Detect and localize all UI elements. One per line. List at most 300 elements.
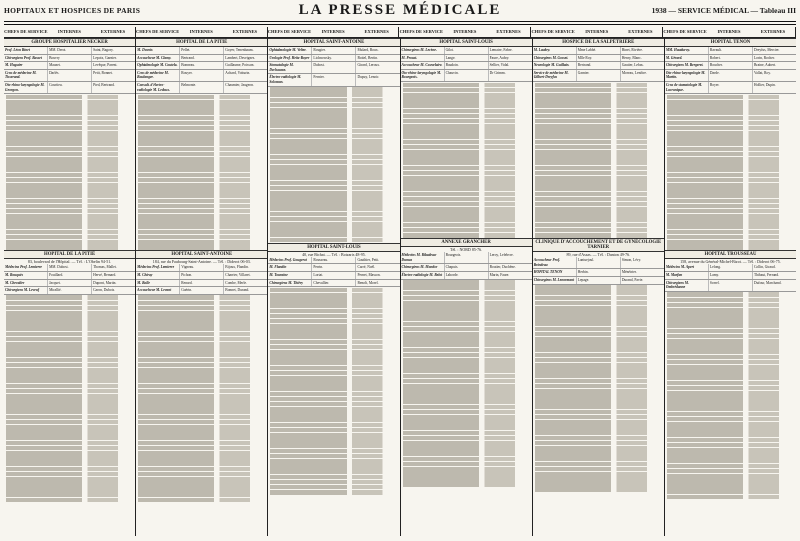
text-line xyxy=(667,100,794,105)
text-line xyxy=(535,171,662,176)
interne-cell: Belmonte. xyxy=(180,82,224,93)
column-header-label: EXTERNES xyxy=(364,29,389,34)
text-line xyxy=(138,456,265,461)
text-line xyxy=(667,329,794,334)
hospital-address: 40, rue Bichat. — Tél. : Botzaris 48-95. xyxy=(302,251,366,257)
service-row xyxy=(665,62,796,70)
text-line xyxy=(138,394,265,399)
text-line xyxy=(270,196,397,201)
chef-cell: M. Chevalier xyxy=(4,280,48,287)
text-line xyxy=(403,83,530,88)
text-line xyxy=(6,415,133,420)
text-line xyxy=(6,435,133,440)
text-line xyxy=(6,240,133,245)
text-line xyxy=(138,219,265,224)
interne-cell: Ravault. xyxy=(709,47,753,54)
interne-cell: Lelong. xyxy=(709,264,753,271)
text-line xyxy=(270,293,397,298)
text-line xyxy=(403,436,530,441)
text-line xyxy=(403,98,530,103)
chef-cell: M. Rouquès xyxy=(4,272,48,279)
text-line xyxy=(403,150,530,155)
text-line xyxy=(270,386,397,391)
text-line xyxy=(403,119,530,124)
chef-cell: Électro-radiologie M. Solomon. xyxy=(268,74,312,85)
text-line xyxy=(403,311,530,316)
service-row xyxy=(4,264,135,272)
text-line xyxy=(6,420,133,425)
text-line xyxy=(403,482,530,487)
chef-cell: Consult. d'électro-radiologie M. Ledoux. xyxy=(136,82,180,93)
text-line xyxy=(403,88,530,93)
service-row xyxy=(533,257,664,269)
hospital-name: HOPITAL SAINT-ANTOINE xyxy=(268,38,399,47)
text-line xyxy=(138,245,265,250)
text-line xyxy=(270,113,397,118)
text-line xyxy=(535,83,662,88)
chef-cell: M. Flandin xyxy=(268,264,312,271)
text-line xyxy=(535,430,662,435)
text-line xyxy=(403,114,530,119)
text-line xyxy=(138,441,265,446)
text-line xyxy=(403,129,530,134)
text-line xyxy=(667,131,794,136)
interne-cell: Bonneau. xyxy=(180,62,224,69)
text-line xyxy=(270,92,397,97)
externe-cell: Chaumier, Jaugeon. xyxy=(225,82,254,87)
column-header-label: CHEFS DE SERVICE xyxy=(4,29,48,34)
service-row xyxy=(4,287,135,295)
text-line xyxy=(270,139,397,144)
text-line xyxy=(138,105,265,110)
service-row xyxy=(533,70,664,82)
text-line xyxy=(667,453,794,458)
text-line xyxy=(6,193,133,198)
text-line xyxy=(403,207,530,212)
service-row xyxy=(533,47,664,55)
text-line xyxy=(138,425,265,430)
text-line xyxy=(667,292,794,297)
text-line xyxy=(138,240,265,245)
text-line xyxy=(667,193,794,198)
text-line xyxy=(138,472,265,477)
text-line xyxy=(270,402,397,407)
text-line xyxy=(403,353,530,358)
text-line xyxy=(667,110,794,115)
externe-cell: Braine, Aubert. xyxy=(753,63,777,68)
text-line xyxy=(138,224,265,229)
service-row xyxy=(533,55,664,63)
column-headers xyxy=(4,27,796,38)
text-line xyxy=(270,144,397,149)
text-line xyxy=(270,129,397,134)
text-line xyxy=(270,149,397,154)
text-line xyxy=(667,157,794,162)
text-line xyxy=(667,188,794,193)
text-line xyxy=(138,415,265,420)
text-line xyxy=(138,100,265,105)
text-line xyxy=(6,441,133,446)
service-row xyxy=(268,74,399,86)
text-line xyxy=(403,291,530,296)
text-line xyxy=(138,451,265,456)
text-line xyxy=(6,214,133,219)
text-line xyxy=(403,306,530,311)
text-line xyxy=(403,462,530,467)
text-line xyxy=(270,412,397,417)
text-line xyxy=(667,178,794,183)
interne-cell: Lange. xyxy=(445,55,489,62)
text-line xyxy=(270,175,397,180)
text-line xyxy=(535,321,662,326)
hospital-column xyxy=(401,38,533,536)
text-line xyxy=(535,98,662,103)
text-line xyxy=(6,183,133,188)
chef-cell: Oto-rhino-laryngologie M. Bourgeois. xyxy=(401,70,445,81)
chef-cell: Oto-rhino-laryngologie M. Georgon. xyxy=(4,82,48,93)
interne-cell: Pichon. xyxy=(180,272,224,279)
text-line xyxy=(535,109,662,114)
text-line xyxy=(6,306,133,311)
text-line xyxy=(667,147,794,152)
text-line xyxy=(535,399,662,404)
chef-cell: M. Chiray xyxy=(136,272,180,279)
text-line xyxy=(138,384,265,389)
interne-cell: Lichnowsky. xyxy=(312,55,356,62)
externe-cell: Charrier, Villaret. xyxy=(225,272,251,277)
externe-cell: Marin, Faure. xyxy=(489,272,510,277)
chef-cell: Oto-rhino-laryngologie M. Martin. xyxy=(665,70,709,81)
text-line xyxy=(667,484,794,489)
text-line xyxy=(6,110,133,115)
text-line xyxy=(403,374,530,379)
text-line xyxy=(535,212,662,217)
text-line xyxy=(667,349,794,354)
externe-cell: Durand, Pavie. xyxy=(621,277,644,282)
interne-cell: Perrin. xyxy=(312,264,356,271)
text-line xyxy=(667,474,794,479)
text-line xyxy=(403,358,530,363)
text-line xyxy=(535,217,662,222)
text-line xyxy=(535,394,662,399)
column-header-label: CHEFS DE SERVICE xyxy=(399,29,443,34)
text-line xyxy=(270,360,397,365)
text-line xyxy=(6,446,133,451)
text-line xyxy=(270,485,397,490)
text-line xyxy=(6,492,133,497)
hospital-name: HOPITAL TENON xyxy=(665,38,796,47)
interne-cell: Sorrel. xyxy=(709,280,753,291)
text-line xyxy=(138,389,265,394)
service-row xyxy=(401,62,532,70)
text-line xyxy=(667,303,794,308)
column-header-label: INTERNES xyxy=(453,29,477,34)
text-line xyxy=(270,309,397,314)
text-line xyxy=(403,109,530,114)
hospital-address: 83, boulevard de l'Hôpital. — Tél. : L'Obelin 94-51. xyxy=(27,259,112,265)
service-row xyxy=(4,62,135,70)
hospital-column xyxy=(268,38,400,536)
text-line xyxy=(535,477,662,482)
column-header-group xyxy=(268,27,400,37)
interne-cell: Dubost. xyxy=(312,62,356,73)
text-line xyxy=(138,332,265,337)
text-line xyxy=(6,162,133,167)
text-line xyxy=(667,141,794,146)
text-line xyxy=(535,134,662,139)
chef-cell: Ccns de médecine M. Boulanger. xyxy=(136,70,180,81)
interne-cell: Chauvin. xyxy=(445,70,489,81)
text-line xyxy=(138,121,265,126)
externe-cell: Gautier, Lebas. xyxy=(621,63,644,68)
service-row xyxy=(533,277,664,285)
externe-cell: Achard, Voiturin. xyxy=(225,70,251,75)
text-line xyxy=(535,410,662,415)
text-line xyxy=(138,141,265,146)
text-line xyxy=(667,173,794,178)
text-line xyxy=(270,366,397,371)
text-line xyxy=(403,467,530,472)
text-line xyxy=(270,490,397,495)
service-row xyxy=(665,55,796,63)
chef-cell: Médecins Prof. Lemierre xyxy=(4,264,48,271)
text-line xyxy=(6,121,133,126)
chef-cell: Chirurgiens M. Gosset. xyxy=(533,55,577,62)
text-line xyxy=(403,451,530,456)
text-line xyxy=(535,228,662,233)
text-line xyxy=(270,469,397,474)
service-row xyxy=(4,55,135,63)
externe-cell: Levêque, Parent. xyxy=(93,63,118,68)
text-line xyxy=(535,176,662,181)
interne-cell: MM. Dubost. xyxy=(48,264,92,271)
text-line xyxy=(535,160,662,165)
text-line xyxy=(138,131,265,136)
text-line xyxy=(138,342,265,347)
text-line xyxy=(667,381,794,386)
text-line xyxy=(138,230,265,235)
text-line xyxy=(270,371,397,376)
text-line xyxy=(270,186,397,191)
service-row xyxy=(401,272,532,280)
chef-cell: Chirurgiens M. Ombrédanne xyxy=(665,280,709,291)
text-line xyxy=(535,285,662,290)
interne-cell: Bertrand. xyxy=(577,62,621,69)
column-header-label: EXTERNES xyxy=(100,29,126,34)
chef-cell: Chirurgiens M. Lecène. xyxy=(401,47,445,54)
interne-cell: Laborde. xyxy=(445,272,489,279)
text-line xyxy=(403,384,530,389)
text-line xyxy=(667,406,794,411)
text-line xyxy=(270,324,397,329)
text-line xyxy=(270,350,397,355)
externe-cell: Pied, Bertrand. xyxy=(93,82,115,87)
text-line xyxy=(270,165,397,170)
text-line xyxy=(6,378,133,383)
text-line xyxy=(6,347,133,352)
text-line xyxy=(270,118,397,123)
column-header-label: CHEFS DE SERVICE xyxy=(531,29,575,34)
text-line xyxy=(270,288,397,293)
text-line xyxy=(667,479,794,484)
externe-cell: Bijoux, Flandin. xyxy=(225,265,249,270)
text-line xyxy=(667,214,794,219)
text-line xyxy=(138,95,265,100)
text-line xyxy=(403,410,530,415)
text-line xyxy=(403,337,530,342)
interne-cell: Bouvry xyxy=(48,55,92,62)
text-line xyxy=(270,464,397,469)
text-line xyxy=(6,105,133,110)
text-line xyxy=(6,384,133,389)
service-row xyxy=(533,269,664,277)
text-line xyxy=(138,487,265,492)
text-line xyxy=(535,332,662,337)
text-line xyxy=(6,409,133,414)
text-line xyxy=(403,176,530,181)
chef-cell: Accoucheur M. Clamy. xyxy=(136,55,180,62)
text-line xyxy=(535,456,662,461)
text-line xyxy=(535,404,662,409)
text-line xyxy=(403,197,530,202)
service-row xyxy=(401,55,532,63)
header-rule-thin xyxy=(4,24,796,25)
text-line xyxy=(403,415,530,420)
text-line xyxy=(138,167,265,172)
column-header-label: CHEFS DE SERVICE xyxy=(663,29,707,34)
text-line xyxy=(6,311,133,316)
externe-cell: Dufour, Marchand. xyxy=(753,280,782,285)
externe-cell: Hollier, Dupin. xyxy=(753,82,776,87)
text-line xyxy=(535,316,662,321)
text-line xyxy=(403,342,530,347)
text-line xyxy=(667,448,794,453)
text-line xyxy=(270,191,397,196)
text-line xyxy=(535,451,662,456)
text-line xyxy=(6,245,133,250)
externe-cell: Benoît, Morel. xyxy=(357,280,379,285)
service-row xyxy=(268,264,399,272)
hospital-address: 184, rue du Faubourg-Saint-Antoine. — Tél. : Diderot 06-03. xyxy=(152,259,251,265)
text-line xyxy=(270,160,397,165)
text-line xyxy=(403,348,530,353)
text-line xyxy=(270,319,397,324)
text-line xyxy=(667,318,794,323)
chef-cell: M. Proust. xyxy=(401,55,445,62)
text-line xyxy=(6,199,133,204)
hospital-column xyxy=(4,38,136,536)
externe-cell: Lambert, Desvignes. xyxy=(225,55,256,60)
externe-cell: Thibaut, Ferrand. xyxy=(753,272,780,277)
text-line xyxy=(6,321,133,326)
text-line xyxy=(138,311,265,316)
chef-cell: M. Huguier xyxy=(4,62,48,69)
text-line xyxy=(6,204,133,209)
service-row xyxy=(4,82,135,94)
service-row xyxy=(136,47,267,55)
text-line xyxy=(667,375,794,380)
text-line xyxy=(667,209,794,214)
text-line xyxy=(535,467,662,472)
text-line xyxy=(667,126,794,131)
text-line xyxy=(138,326,265,331)
externe-cell: Henry, Blanc. xyxy=(621,55,642,60)
text-line xyxy=(667,199,794,204)
service-row xyxy=(268,280,399,288)
text-line xyxy=(667,95,794,100)
interne-cell: Robert. xyxy=(709,55,753,62)
text-line xyxy=(138,295,265,300)
interne-cell: Fernier. xyxy=(312,74,356,85)
text-line xyxy=(6,332,133,337)
column-header-label: INTERNES xyxy=(321,29,345,34)
chef-cell: M. Laubry. xyxy=(533,47,577,54)
externe-cell: Hervé, Bernard. xyxy=(93,272,117,277)
text-line xyxy=(667,464,794,469)
service-row xyxy=(136,55,267,63)
text-line xyxy=(138,347,265,352)
text-line xyxy=(270,355,397,360)
header-right-title: 1938 — SERVICE MÉDICAL — Tableau III xyxy=(651,6,796,15)
text-line xyxy=(403,145,530,150)
text-line xyxy=(138,301,265,306)
text-line xyxy=(270,376,397,381)
text-line xyxy=(535,342,662,347)
text-line xyxy=(403,103,530,108)
column-header-group xyxy=(531,27,663,37)
text-line xyxy=(270,108,397,113)
text-line xyxy=(535,389,662,394)
text-line xyxy=(535,145,662,150)
service-row xyxy=(268,55,399,63)
text-line xyxy=(403,301,530,306)
text-line xyxy=(6,95,133,100)
text-line xyxy=(270,392,397,397)
text-line xyxy=(403,477,530,482)
text-line xyxy=(667,360,794,365)
text-line xyxy=(270,334,397,339)
chef-cell: Ophtalmologie M. Velter. xyxy=(268,47,312,54)
hospital-name: HOPITAL SAINT-LOUIS xyxy=(268,243,399,252)
text-line xyxy=(667,136,794,141)
text-line xyxy=(270,222,397,227)
interne-cell: Bertrand. xyxy=(180,55,224,62)
text-line xyxy=(667,417,794,422)
interne-cell: Gilot. xyxy=(445,47,489,54)
externe-cell: Boitel, Bertin. xyxy=(357,55,378,60)
text-line xyxy=(138,368,265,373)
interne-cell: Lantuejoul. xyxy=(577,257,621,268)
text-line xyxy=(138,306,265,311)
text-line xyxy=(403,399,530,404)
interne-cell: Courtieu. xyxy=(48,82,92,93)
text-line xyxy=(667,458,794,463)
service-table xyxy=(4,38,796,536)
hospital-column xyxy=(533,38,665,536)
text-line xyxy=(270,480,397,485)
interne-cell: Jacquet. xyxy=(48,280,92,287)
text-line xyxy=(535,368,662,373)
externe-cell: Gauthier, Petit. xyxy=(357,257,380,262)
text-line xyxy=(6,363,133,368)
text-line xyxy=(667,386,794,391)
text-line xyxy=(667,432,794,437)
text-line xyxy=(270,181,397,186)
text-line xyxy=(667,401,794,406)
text-line xyxy=(403,124,530,129)
externe-cell: Carré, Noël. xyxy=(357,265,376,270)
text-line xyxy=(270,449,397,454)
